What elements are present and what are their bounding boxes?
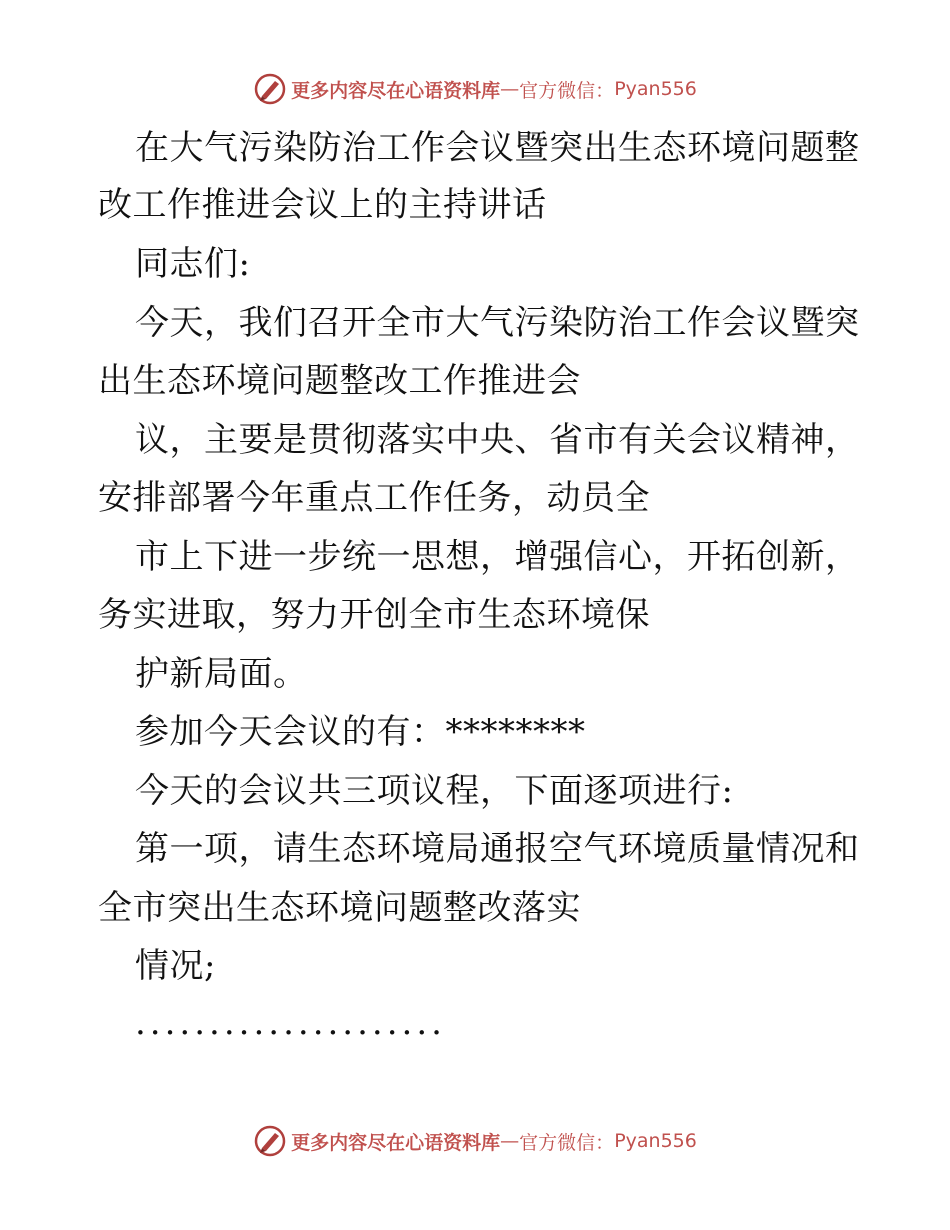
watermark-sub-text: 官方微信： — [519, 1131, 615, 1154]
paragraph-4: 护新局面。 — [135, 654, 308, 694]
document-title-line-1: 在大气污染防治工作会议暨突出生态环境问题整 — [135, 128, 860, 168]
watermark-main-text: 更多内容尽在心语资料库 — [291, 79, 501, 102]
paragraph-1-line-2: 出生态环境问题整改工作推进会 — [98, 361, 581, 401]
watermark-main-text: 更多内容尽在心语资料库 — [291, 1131, 501, 1154]
pen-logo-icon — [253, 1124, 287, 1158]
paragraph-3-line-2: 务实进取，努力开创全市生态环境保 — [98, 595, 650, 635]
watermark-dash: — — [500, 78, 520, 100]
paragraph-3-line-1: 市上下进一步统一思想，增强信心，开拓创新， — [135, 537, 860, 577]
watermark-dash: — — [500, 1130, 520, 1152]
paragraph-1-line-1: 今天，我们召开全市大气污染防治工作会议暨突 — [135, 303, 860, 343]
paragraph-6-agenda: 今天的会议共三项议程，下面逐项进行: — [135, 771, 734, 811]
paragraph-5-attendees: 参加今天会议的有：******** — [135, 712, 586, 752]
footer-watermark — [0, 1121, 950, 1161]
salutation: 同志们: — [135, 244, 251, 284]
watermark-sub-text: 官方微信： — [519, 79, 615, 102]
paragraph-2-line-1: 议，主要是贯彻落实中央、省市有关会议精神， — [135, 420, 860, 460]
ellipsis-line: ..................... — [135, 1003, 446, 1043]
paragraph-8: 情况; — [135, 946, 216, 986]
paragraph-7-line-2: 全市突出生态环境问题整改落实 — [98, 888, 581, 928]
document-title-line-2: 改工作推进会议上的主持讲话 — [98, 185, 547, 225]
paragraph-2-line-2: 安排部署今年重点工作任务，动员全 — [98, 478, 650, 518]
watermark-id: Pyan556 — [614, 1130, 697, 1152]
watermark-id: Pyan556 — [614, 78, 697, 100]
paragraph-7-line-1: 第一项，请生态环境局通报空气环境质量情况和 — [135, 829, 860, 869]
